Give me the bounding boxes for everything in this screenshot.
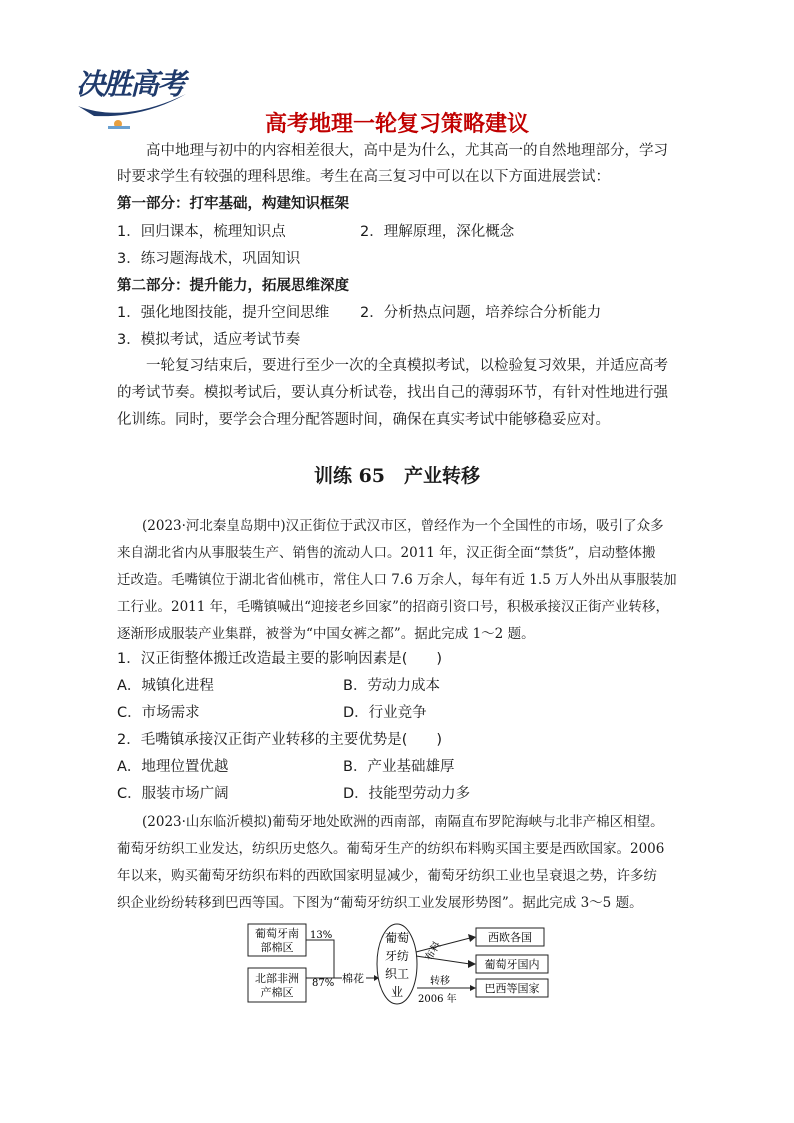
part2-item-2: 2．分析热点问题，培养综合分析能力	[360, 305, 602, 321]
q2-stem: 2．毛嘴镇承接汉正街产业转移的主要优势是( )	[117, 732, 443, 748]
year-label: 2006 年	[418, 994, 457, 1005]
part1-item-2: 2．理解原理，深化概念	[360, 224, 515, 240]
flow-line-fabric-west	[416, 938, 470, 952]
passage1-line-1: (2023·河北秦皇岛期中)汉正街位于武汉市区，曾经作为一个全国性的市场，吸引了众多	[142, 518, 664, 534]
passage2-line-2: 葡萄牙纺织工业发达，纺织历史悠久。葡萄牙生产的纺织布料购买国主要是西欧国家。2006	[117, 841, 665, 857]
dest2-label: 葡萄牙国内	[484, 958, 540, 971]
q1-stem: 1．汉正街整体搬迁改造最主要的影响因素是( )	[117, 651, 443, 667]
arrowhead-west	[468, 934, 476, 942]
part1-item-1: 1．回归课本，梳理知识点	[117, 224, 286, 240]
q2-option-a: A．地理位置优越	[117, 759, 229, 775]
pct-label-13: 13%	[310, 930, 333, 941]
pct-label-87: 87%	[312, 978, 335, 989]
part1-item-3: 3．练习题海战术，巩固知识	[117, 251, 301, 267]
source1-line1: 葡萄牙南	[255, 927, 299, 940]
dest1-label: 西欧各国	[488, 931, 532, 944]
q1-option-a: A．城镇化进程	[117, 678, 214, 694]
arrowhead-transfer	[470, 985, 476, 991]
source2-line1: 北部非洲	[255, 972, 299, 985]
center-line-2: 牙纺	[384, 949, 410, 963]
page-title: 高考地理一轮复习策略建议	[264, 112, 529, 137]
q1-option-d: D．行业竞争	[343, 705, 427, 721]
closing-line-1: 一轮复习结束后，要进行至少一次的全真模拟考试，以检验复习效果，并适应高考	[146, 358, 668, 374]
intro-line-2: 时要求学生有较强的理科思维。考生在高三复习中可以在以下方面进展尝试：	[117, 169, 610, 185]
q1-option-c: C．市场需求	[117, 705, 200, 721]
transfer-label: 转移	[430, 976, 450, 987]
q2-option-b: B．产业基础雄厚	[343, 759, 455, 775]
q2-option-c: C．服装市场广阔	[117, 786, 229, 802]
closing-line-2: 的考试节奏。模拟考试后，要认真分析试卷，找出自己的薄弱环节，有针对性地进行强	[117, 385, 668, 401]
q1-option-b: B．劳动力成本	[343, 678, 440, 694]
closing-line-3: 化训练。同时，要学会合理分配答题时间，确保在真实考试中能够稳妥应对。	[117, 412, 610, 428]
fabric-label: 布料	[423, 940, 444, 963]
passage2-line-3: 年以来，购买葡萄牙纺织布料的西欧国家明显减少，葡萄牙纺织工业也呈衰退之势，许多纺	[117, 868, 657, 884]
section-title: 训练 65 产业转移	[313, 465, 481, 487]
passage1-line-5: 逐渐形成服装产业集群，被誉为“中国女裤之都”。据此完成 1～2 题。	[117, 626, 535, 642]
part2-item-3: 3．模拟考试，适应考试节奏	[117, 332, 301, 348]
textile-industry-diagram	[246, 922, 556, 1010]
intro-line-1: 高中地理与初中的内容相差很大，高中是为什么，尤其高一的自然地理部分，学习	[146, 143, 668, 159]
cotton-label: 棉花	[342, 972, 364, 985]
passage2-line-4: 织企业纷纷转移到巴西等国。下图为“葡萄牙纺织工业发展形势图”。据此完成 3～5 题。	[117, 895, 643, 911]
center-line-4: 业	[390, 985, 404, 999]
source2-line2: 产棉区	[260, 986, 294, 999]
center-line-1: 葡萄	[384, 931, 410, 945]
passage2-line-1: (2023·山东临沂模拟)葡萄牙地处欧洲的西南部，南隔直布罗陀海峡与北非产棉区相望。	[142, 814, 664, 830]
q2-option-d: D．技能型劳动力多	[343, 786, 471, 802]
source1-line2: 部棉区	[260, 941, 294, 954]
passage1-line-3: 迁改造。毛嘴镇位于湖北省仙桃市，常住人口 7.6 万余人，每年有近 1.5 万人外出从事服装加	[117, 572, 677, 588]
part2-item-1: 1．强化地图技能，提升空间思维	[117, 305, 330, 321]
center-line-3: 织工	[384, 967, 410, 981]
flow-line-south	[306, 940, 342, 978]
arrowhead-domestic	[468, 960, 476, 968]
part2-heading: 第二部分：提升能力，拓展思维深度	[117, 278, 349, 294]
dest3-label: 巴西等国家	[484, 982, 540, 995]
passage1-line-2: 来自湖北省内从事服装生产、销售的流动人口。2011 年，汉正街全面“禁货”，启动整体搬	[117, 545, 656, 561]
passage1-line-4: 工行业。2011 年，毛嘴镇喊出“迎接老乡回家”的招商引资口号，积极承接汉正街产业转移，	[117, 599, 669, 615]
part1-heading: 第一部分：打牢基础，构建知识框架	[117, 196, 349, 212]
logo-text: 决胜高考	[76, 67, 185, 101]
